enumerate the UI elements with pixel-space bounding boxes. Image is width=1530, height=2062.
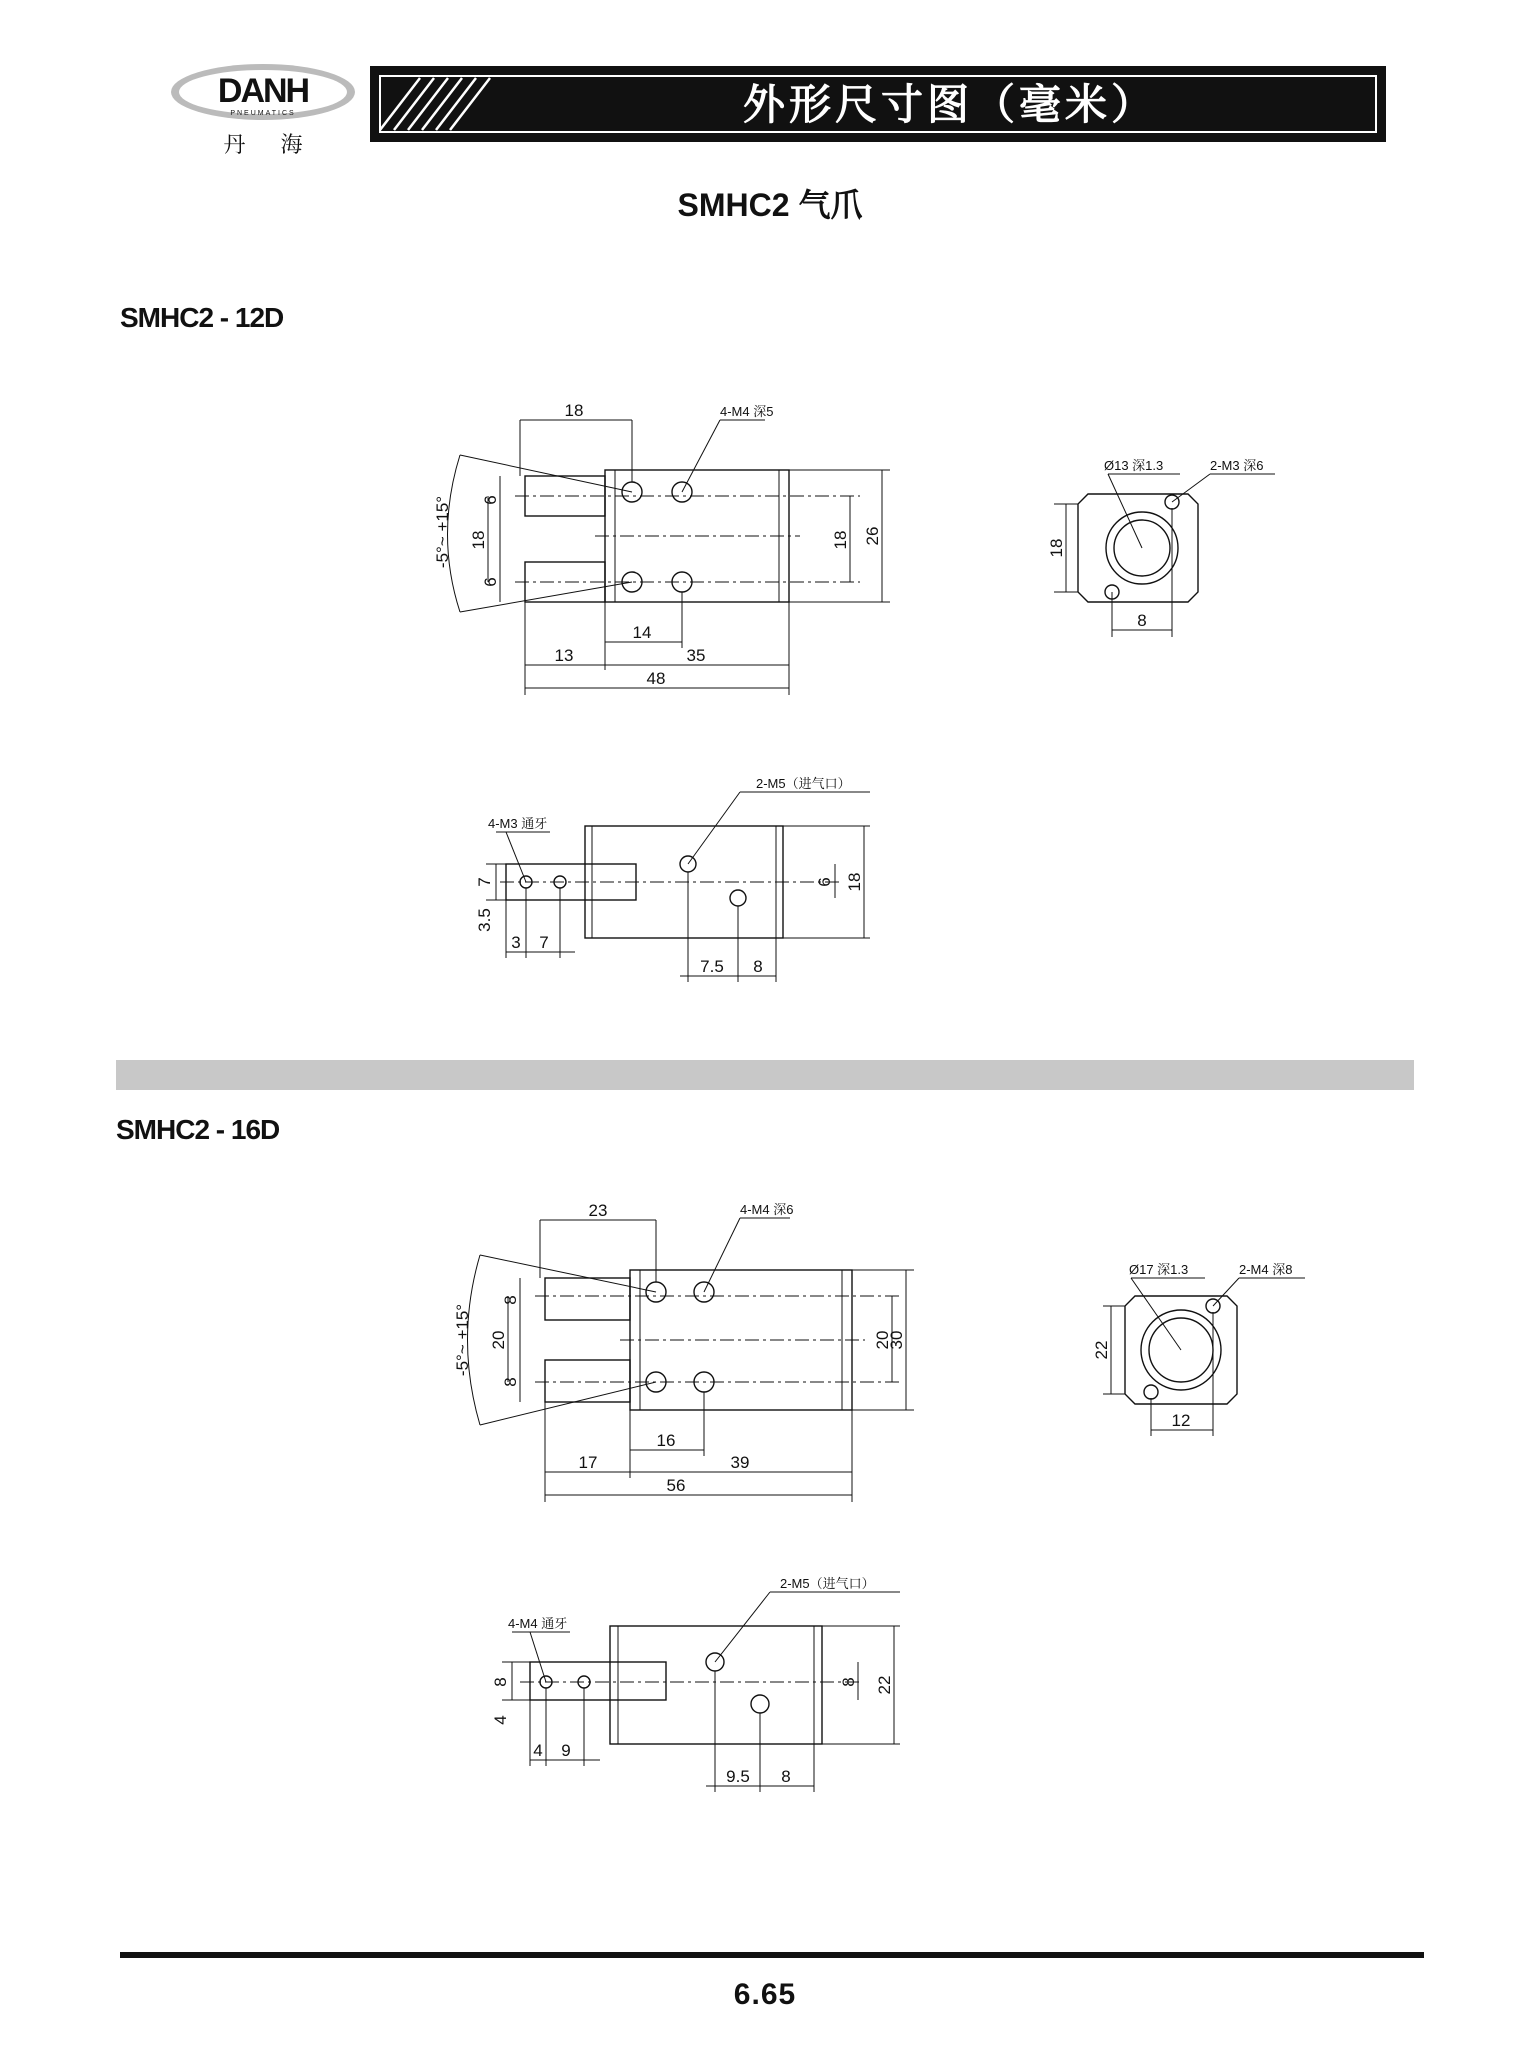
dim-label: 8 <box>491 1677 510 1687</box>
dim-label: 18 <box>831 530 850 550</box>
dim-label: 9 <box>561 1741 571 1760</box>
dim-label: 22 <box>875 1675 894 1695</box>
holes-note: 4-M4 深5 <box>720 404 774 419</box>
dim-label: 18 <box>845 872 864 892</box>
dim-label: 13 <box>554 646 574 665</box>
brand-chinese-name: 丹 海 <box>223 133 317 158</box>
holes-note: 4-M4 深6 <box>740 1202 794 1217</box>
dim-label: 8 <box>1137 611 1147 630</box>
dim-label: 20 <box>873 1330 892 1350</box>
dim-label: 20 <box>489 1330 508 1350</box>
dim-label: 26 <box>863 526 882 546</box>
header-stripes <box>380 78 500 130</box>
jaw-note: 4-M4 通牙 <box>508 1616 568 1631</box>
end-view-16d <box>1085 1256 1325 1456</box>
dim-label: 8 <box>753 957 763 976</box>
dim-label: 6 <box>815 877 834 887</box>
svg-text:DANH: DANH <box>217 72 309 110</box>
dim-label: 7 <box>475 877 494 887</box>
dim-label: 35 <box>686 646 706 665</box>
dim-label: 23 <box>588 1201 608 1220</box>
dim-label: 7.5 <box>700 957 724 976</box>
dim-label: 17 <box>578 1453 598 1472</box>
end-view-12d <box>1047 452 1300 652</box>
dim-label: 39 <box>730 1453 750 1472</box>
dim-label: 8 <box>781 1767 791 1786</box>
model-label-12d: SMHC2 - 12D <box>120 302 284 333</box>
section-divider <box>116 1060 1414 1090</box>
angle-label: -5°~ +15° <box>433 495 452 569</box>
dim-label: 4 <box>533 1741 543 1760</box>
dim-label: 9.5 <box>726 1767 750 1786</box>
dim-label: 22 <box>1092 1340 1111 1360</box>
svg-text:PNEUMATICS: PNEUMATICS <box>230 110 296 117</box>
side-view-16d <box>460 1570 920 1800</box>
holes-note: 2-M3 深6 <box>1210 458 1264 473</box>
dim-label: 30 <box>887 1330 906 1350</box>
dim-label: 18 <box>1047 538 1066 558</box>
bore-note: Ø17 深1.3 <box>1129 1262 1189 1277</box>
port-note: 2-M5（进气口） <box>780 1576 875 1591</box>
dim-label: 18 <box>469 530 488 550</box>
port-note: 2-M5（进气口） <box>756 776 851 791</box>
dim-label: 12 <box>1171 1411 1191 1430</box>
dim-label: 4 <box>491 1715 510 1725</box>
dim-label: 3 <box>511 933 521 952</box>
header-title: 外形尺寸图（毫米） <box>742 80 1157 129</box>
bore-note: Ø13 深1.3 <box>1104 458 1164 473</box>
dim-label: 3.5 <box>475 908 494 932</box>
holes-note: 2-M4 深8 <box>1239 1262 1293 1277</box>
dim-label: 6 <box>481 495 500 505</box>
side-view-12d <box>440 770 900 990</box>
dim-label: 16 <box>656 1431 676 1450</box>
dim-label: 6 <box>481 577 500 587</box>
dim-label: 8 <box>501 1295 520 1305</box>
danh-logo <box>168 62 358 132</box>
dim-label: 56 <box>666 1476 686 1495</box>
top-view-16d <box>440 1200 930 1510</box>
dim-label: 7 <box>539 933 549 952</box>
dim-label: 14 <box>632 623 652 642</box>
footer-line <box>120 1952 1424 1958</box>
dim-label: 48 <box>646 669 666 688</box>
jaw-note: 4-M3 通牙 <box>488 816 548 831</box>
top-view-12d <box>420 400 910 700</box>
model-label-16d: SMHC2 - 16D <box>116 1114 280 1145</box>
page-number: 6.65 <box>733 1978 797 2011</box>
dim-label: 8 <box>501 1377 520 1387</box>
dim-label: 8 <box>839 1677 858 1687</box>
dim-label: 18 <box>564 401 584 420</box>
angle-label: -5°~ +15° <box>453 1303 472 1377</box>
page-title: SMHC2 气爪 <box>677 187 863 223</box>
